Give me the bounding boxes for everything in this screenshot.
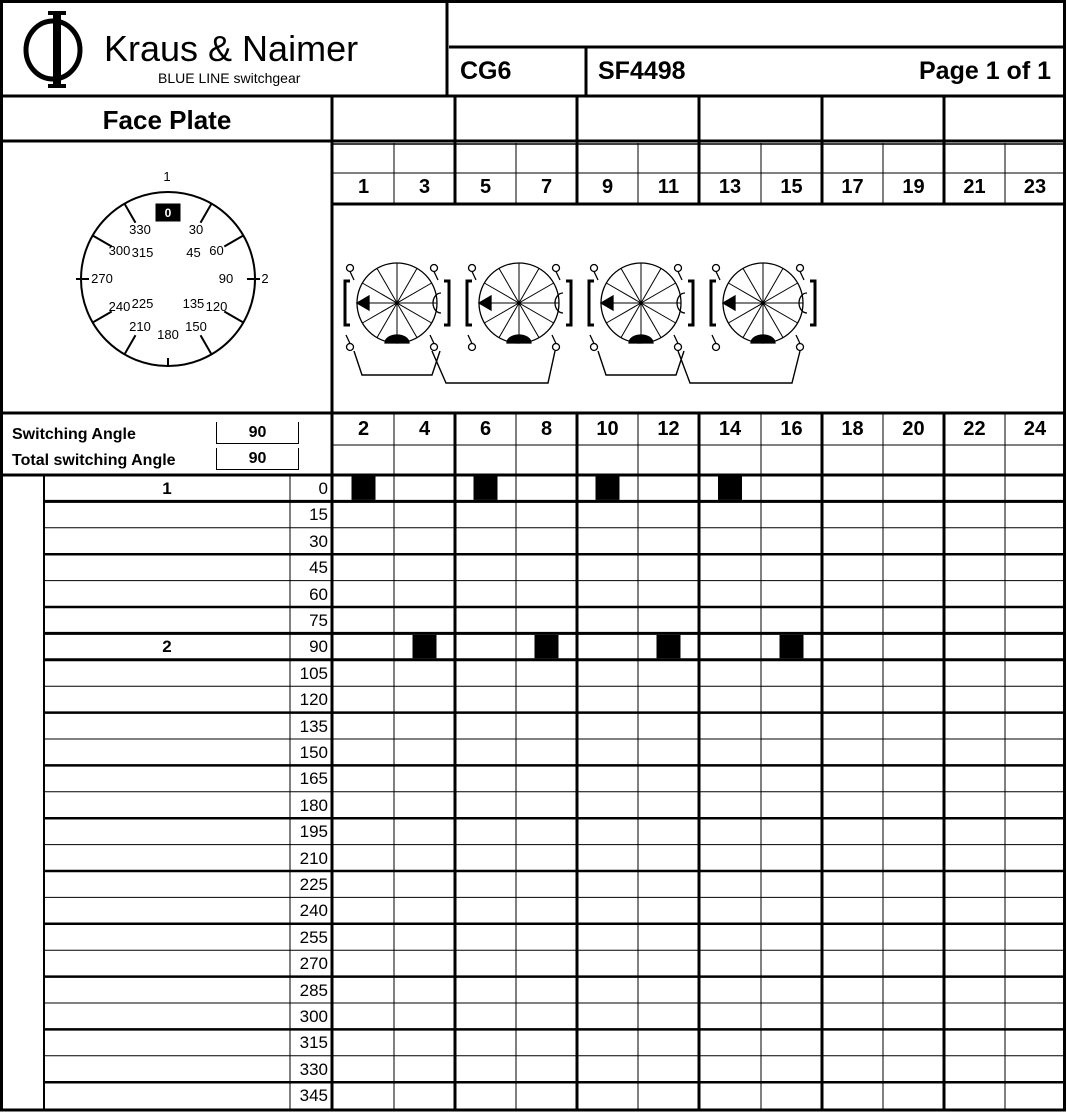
dial-angle-label: 90 (218, 270, 234, 286)
terminal-stem (552, 335, 556, 344)
terminal-stem (434, 272, 438, 281)
terminal-stem (800, 272, 804, 281)
angle-cell: 225 (299, 875, 328, 894)
brand-name: Kraus & Naimer (104, 28, 359, 69)
terminal-number-bottom: 6 (479, 418, 492, 440)
terminal-point (713, 265, 720, 272)
wire-link (598, 351, 684, 375)
angle-cell: 150 (299, 743, 328, 762)
terminal-number-top: 7 (540, 176, 553, 198)
angle-cell: 270 (299, 954, 328, 974)
dial-tick (125, 204, 136, 223)
terminal-stem (796, 335, 800, 344)
angle-cell: 315 (299, 1033, 328, 1053)
terminal-stem (716, 272, 720, 281)
wire-link (678, 351, 800, 383)
terminal-number-top: 23 (1023, 176, 1047, 198)
terminal-number-top: 13 (718, 176, 742, 198)
terminal-stem (590, 335, 594, 344)
logo-phi-icon (22, 8, 92, 88)
angle-cell: 165 (299, 769, 328, 789)
total-angle-text: 90 (248, 450, 267, 467)
terminal-point (797, 265, 804, 272)
angle-cell: 45 (309, 558, 328, 578)
terminal-stem (430, 335, 434, 344)
outer-frame (2, 2, 1065, 1111)
terminal-number-bottom: 24 (1023, 418, 1047, 440)
angle-cell: 120 (299, 690, 328, 710)
dial-tick (125, 335, 136, 354)
closed-contact-marker (657, 635, 681, 658)
terminal-point (347, 344, 354, 351)
series-code: CG6 (460, 57, 512, 85)
terminal-point (713, 344, 720, 351)
angle-cell: 345 (299, 1086, 328, 1106)
terminal-number-top: 21 (963, 176, 986, 198)
dial-tick (201, 335, 212, 354)
dial-angle-label: 120 (205, 298, 228, 314)
terminal-number-top: 11 (657, 176, 680, 198)
angle-cell: 75 (309, 611, 328, 630)
terminal-stem (674, 335, 678, 344)
terminal-point (469, 265, 476, 272)
position-label: 1 (162, 479, 172, 498)
position-number: 2 (261, 270, 269, 286)
contact-element (589, 263, 693, 351)
dial-angle-label: 315 (131, 245, 154, 261)
contact-bracket (345, 281, 350, 325)
dial-angle-label: 240 (108, 298, 131, 314)
angle-cell: 135 (299, 716, 328, 736)
terminal-stem (346, 335, 350, 344)
terminal-number-bottom: 16 (780, 418, 803, 440)
face-plate-title: Face Plate (102, 105, 232, 135)
closed-contact-marker (718, 477, 742, 500)
terminal-number-top: 3 (418, 176, 431, 198)
terminal-stem (556, 272, 560, 281)
closed-contact-marker (535, 635, 559, 658)
contact-bracket (688, 281, 693, 325)
angle-cell: 330 (299, 1059, 328, 1079)
total-angle-label: Total switching Angle (12, 452, 176, 469)
terminal-number-bottom: 4 (418, 418, 431, 440)
dial-angle-label: 270 (91, 270, 113, 286)
terminal-point (675, 344, 682, 351)
terminal-number-bottom: 18 (841, 418, 864, 440)
dial-angle-label: 60 (209, 242, 224, 258)
terminal-number-bottom: 22 (963, 418, 986, 440)
terminal-stem (712, 335, 716, 344)
wire-link (432, 351, 555, 383)
dial-angle-label: 135 (182, 296, 205, 312)
dial-angle-label: 210 (129, 319, 151, 335)
contact-bracket (810, 281, 815, 325)
terminal-number-bottom: 20 (902, 418, 925, 440)
page-indicator: Page 1 of 1 (919, 57, 1051, 85)
terminal-point (431, 344, 438, 351)
terminal-point (553, 344, 560, 351)
angle-cell: 300 (299, 1007, 328, 1026)
cam-pointer (479, 296, 491, 310)
terminal-number-bottom: 8 (540, 418, 553, 440)
angle-cell: 285 (299, 980, 328, 1000)
terminal-number-top: 1 (357, 176, 370, 198)
terminal-point (591, 265, 598, 272)
dial-angle-label: 150 (185, 319, 207, 335)
terminal-number-bottom: 2 (357, 418, 370, 440)
part-number: SF4498 (598, 57, 686, 85)
terminal-point (431, 265, 438, 272)
terminal-point (469, 344, 476, 351)
terminal-stem (468, 335, 472, 344)
contact-bracket (711, 281, 716, 325)
cam-notch (507, 335, 531, 343)
terminal-point (591, 344, 598, 351)
total-angle-value (216, 448, 299, 470)
dial-angle-label: 180 (157, 326, 179, 342)
contact-bracket (589, 281, 594, 325)
angle-cell: 210 (299, 848, 328, 868)
angle-cell: 60 (309, 584, 328, 604)
switching-angle-label: Switching Angle (12, 426, 136, 443)
contact-element (467, 263, 571, 351)
angle-cell: 15 (309, 505, 328, 525)
contact-bracket (444, 281, 449, 325)
active-position-label: 0 (164, 205, 172, 220)
terminal-number-bottom: 14 (718, 418, 742, 440)
terminal-number-top: 17 (841, 176, 864, 198)
cam-notch (751, 335, 775, 343)
terminal-number-bottom: 10 (596, 418, 619, 440)
contact-bracket (467, 281, 472, 325)
brand-subtitle: BLUE LINE switchgear (158, 70, 301, 86)
dial-angle-label: 225 (131, 296, 154, 312)
contact-diagram (345, 263, 815, 383)
dial-angle-label: 30 (188, 222, 204, 238)
cam-pointer (357, 296, 369, 310)
switching-angle-text: 90 (248, 424, 267, 441)
angle-cell: 180 (299, 795, 328, 815)
cam-pointer (601, 296, 613, 310)
position-number: 1 (163, 168, 171, 184)
angle-cell: 105 (299, 663, 328, 683)
terminal-stem (678, 272, 682, 281)
sheet-grid (2, 2, 1066, 1111)
terminal-stem (350, 272, 354, 281)
terminal-number-bottom: 12 (657, 418, 680, 440)
terminal-stem (594, 272, 598, 281)
dial-angle-label: 300 (108, 242, 131, 258)
contact-bracket (566, 281, 571, 325)
angle-cell: 240 (299, 901, 328, 921)
position-label: 2 (162, 637, 172, 657)
closed-contact-marker (352, 477, 376, 500)
angle-cell: 90 (309, 637, 328, 657)
angle-cell: 0 (318, 479, 328, 498)
angle-cell: 195 (299, 822, 328, 842)
angle-cell: 30 (309, 531, 328, 551)
terminal-stem (472, 272, 476, 281)
terminal-point (675, 265, 682, 272)
angle-cell: 255 (299, 927, 328, 947)
cam-pointer (723, 296, 735, 310)
dial-tick (201, 204, 212, 223)
cam-notch (385, 335, 409, 343)
closed-contact-marker (474, 477, 498, 500)
company-logo (22, 8, 92, 88)
terminal-point (797, 344, 804, 351)
terminal-number-top: 19 (902, 176, 925, 198)
switching-angle-value (216, 422, 299, 444)
dial-angle-label: 330 (129, 222, 151, 238)
closed-contact-marker (413, 635, 437, 658)
cam-notch (629, 335, 653, 343)
terminal-point (553, 265, 560, 272)
terminal-number-top: 15 (780, 176, 803, 198)
closed-contact-marker (780, 635, 804, 658)
contact-element (345, 263, 449, 351)
contact-element (711, 263, 815, 351)
terminal-point (347, 265, 354, 272)
terminal-number-top: 5 (479, 176, 492, 198)
dial-angle-label: 45 (186, 245, 201, 261)
terminal-number-top: 9 (601, 176, 614, 198)
closed-contact-marker (596, 477, 620, 500)
wire-link (354, 351, 440, 375)
